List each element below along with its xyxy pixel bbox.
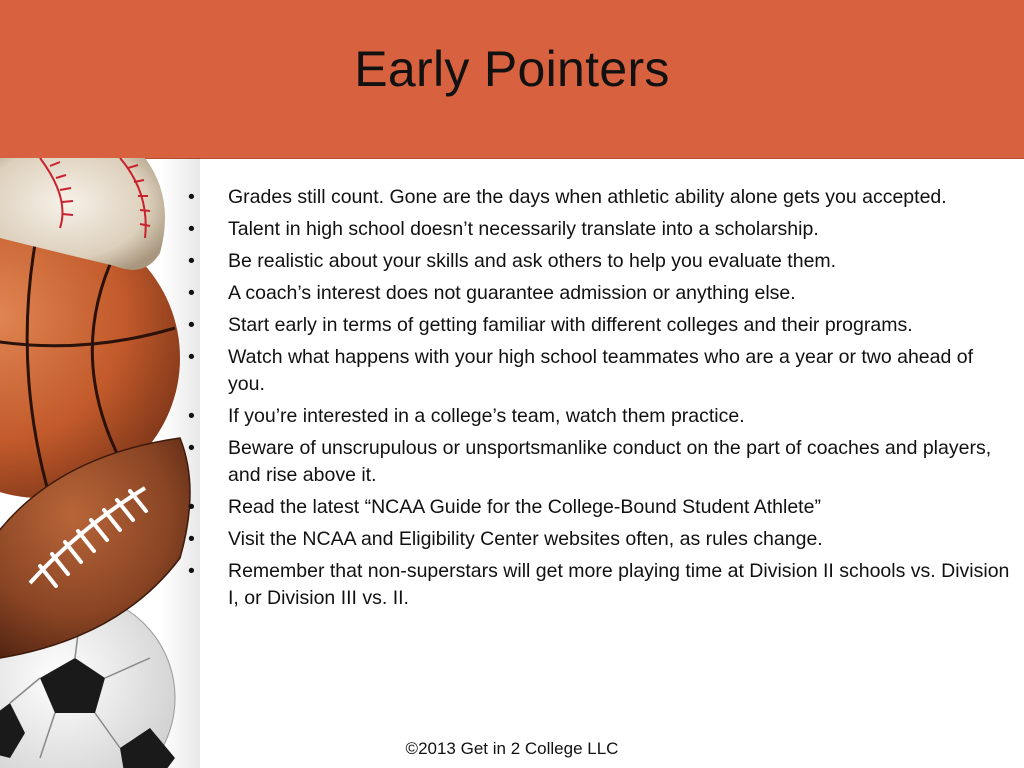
bullet-marker: • [188,314,195,336]
bullet-text: Start early in terms of getting familiar with different colleges and their programs. [228,314,913,336]
bullet-item [188,435,1014,489]
bullet-item [188,558,1014,612]
bullet-text: If you’re interested in a college’s team, watch them practice. [228,405,745,427]
bullet-marker: • [188,186,195,208]
bullet-marker: • [188,218,195,240]
sports-balls-image [0,158,200,768]
sports-balls-illustration [0,158,200,768]
bullet-item [188,184,1014,211]
bullet-item [188,344,1014,398]
bullet-text: Talent in high school doesn’t necessarily translate into a scholarship. [228,218,819,240]
bullet-marker: • [188,282,195,304]
bullet-item [188,526,1014,553]
bullet-marker: • [188,528,195,550]
slide-title: Early Pointers [354,41,670,97]
bullet-marker: • [188,560,195,582]
bullet-item [188,280,1014,307]
title-banner [0,0,1024,159]
bullet-marker: • [188,496,195,518]
bullet-marker: • [188,346,195,368]
bullet-text: Read the latest “NCAA Guide for the College-Bound Student Athlete” [228,496,821,518]
bullet-text: Remember that non-superstars will get more playing time at Division II schools vs. Division I, or Division III vs. II. [228,560,1010,609]
bullet-text: Visit the NCAA and Eligibility Center websites often, as rules change. [228,528,823,550]
bullet-marker: • [188,437,195,459]
bullet-item [188,312,1014,339]
bullet-item [188,494,1014,521]
bullet-item [188,403,1014,430]
bullet-text: A coach’s interest does not guarantee admission or anything else. [228,282,796,304]
copyright-footer: ©2013 Get in 2 College LLC [405,739,619,758]
bullet-text: Beware of unscrupulous or unsportsmanlike conduct on the part of coaches and players, and rise above it. [228,437,992,486]
bullet-item [188,248,1014,275]
bullet-text: Watch what happens with your high school teammates who are a year or two ahead of you. [228,346,974,395]
bullet-text: Be realistic about your skills and ask others to help you evaluate them. [228,250,837,272]
bullet-text: Grades still count. Gone are the days when athletic ability alone gets you accepted. [228,186,947,208]
bullet-item [188,216,1014,243]
bullet-marker: • [188,405,195,427]
bullet-list [188,184,1014,617]
bullet-marker: • [188,250,195,272]
